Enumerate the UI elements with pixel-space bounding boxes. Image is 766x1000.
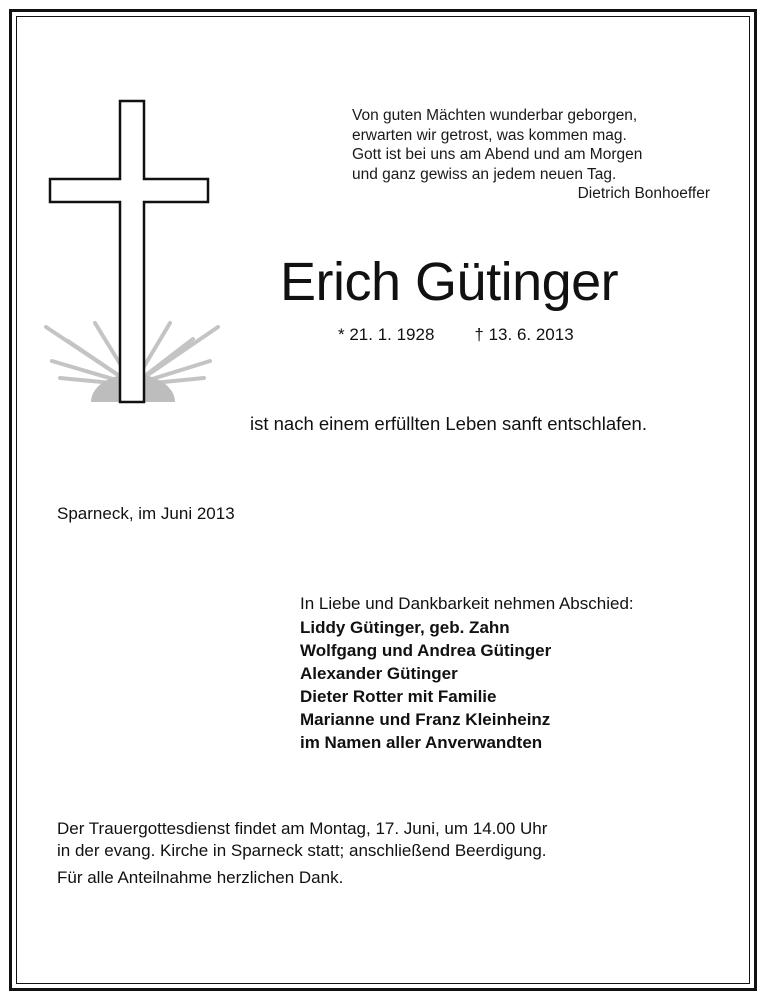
poem-line: Gott ist bei uns am Abend und am Morgen [352,146,643,163]
death-statement: ist nach einem erfüllten Leben sanft entschlafen. [250,413,647,434]
mourner-name: Wolfgang und Andrea Gütinger [300,641,552,660]
place-date: Sparneck, im Juni 2013 [57,504,235,523]
mourner-name: Dieter Rotter mit Familie [300,687,497,706]
deceased-name: Erich Gütinger [280,252,619,312]
poem-author: Dietrich Bonhoeffer [577,185,710,202]
death-date: † 13. 6. 2013 [474,325,574,344]
service-line: in der evang. Kirche in Sparneck statt; anschließend Beerdigung. [57,841,547,860]
service-line: Der Trauergottesdienst findet am Montag, 17. Juni, um 14.00 Uhr [57,819,548,838]
mourners-intro: In Liebe und Dankbarkeit nehmen Abschied: [300,594,634,613]
life-dates [338,324,658,346]
thanks-line: Für alle Anteilnahme herzlichen Dank. [57,868,344,887]
poem-line: Von guten Mächten wunderbar geborgen, [352,107,638,124]
poem-line: erwarten wir getrost, was kommen mag. [352,126,627,144]
poem-line: und ganz gewiss an jedem neuen Tag. [352,165,617,183]
mourners-block [300,592,740,754]
cross-sunrise-icon [38,95,228,410]
poem-block [352,106,712,204]
mourner-name: im Namen aller Anverwandten [300,733,543,752]
birth-date: * 21. 1. 1928 [338,325,435,344]
cross-icon [50,101,208,402]
mourner-name: Liddy Gütinger, geb. Zahn [300,618,510,637]
mourner-name: Alexander Gütinger [300,664,458,683]
service-info [57,818,697,889]
mourner-name: Marianne und Franz Kleinheinz [300,710,551,729]
